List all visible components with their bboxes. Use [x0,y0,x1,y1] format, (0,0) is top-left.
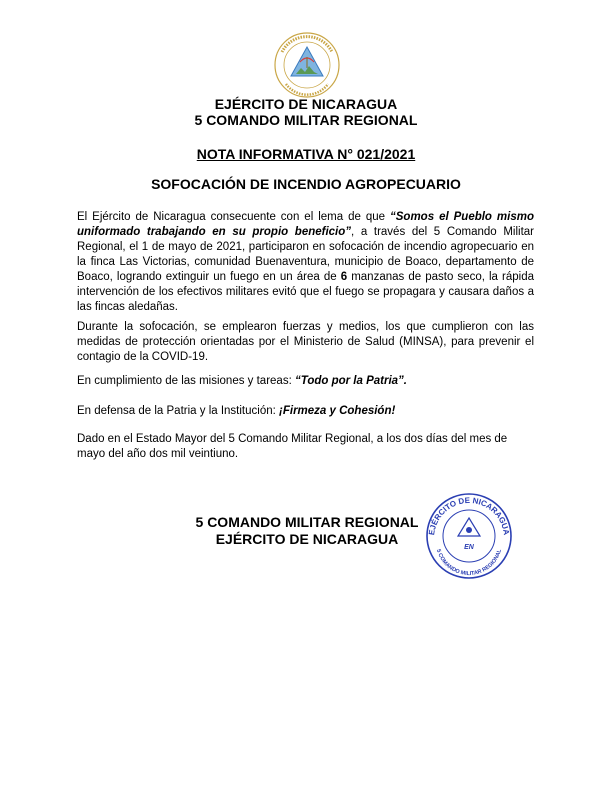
svg-text:EN: EN [464,544,474,551]
header-line-1: EJÉRCITO DE NICARAGUA [214,96,398,112]
svg-text:5 COMANDO MILITAR REGIONAL: 5 COMANDO MILITAR REGIONAL [434,548,504,578]
signature-block [192,514,422,548]
paragraph-4 [77,404,534,419]
svg-text:EJÉRCITO DE NICARAGUA: EJÉRCITO DE NICARAGUA [427,495,511,536]
header [0,96,612,128]
paragraph-5: Dado en el Estado Mayor del 5 Comando Militar Regional, a los dos días del mes de mayo del año dos mil veintiuno. [77,433,508,460]
p3-text: En cumplimiento de las misiones y tareas: [77,375,295,387]
paragraph-2: Durante la sofocación, se emplearon fuerzas y medios, los que cumplieron con las medidas de protección orientadas por el Ministerio de Salud (MINSA), para prevenir el contagio de la COVID-19. [77,321,534,363]
nicaragua-coat-of-arms-emblem [270,30,344,100]
p3-slogan: “Todo por la Patria”. [294,375,407,387]
p4-slogan: ¡Firmeza y Cohesión! [279,405,396,417]
p1-text-a: El Ejército de Nicaragua consecuente con el lema de que [77,211,391,223]
p4-text: En defensa de la Patria y la Institución: [77,405,280,417]
paragraph-1 [77,210,534,315]
p1-text-c: manzanas de pasto seco, la rápida intervención de los efectivos militares evitó que el fuego se propagara y causara daños a las fincas aledañas. [77,271,534,313]
paragraph-3 [77,374,534,389]
signature-line-2: EJÉRCITO DE NICARAGUA [215,531,399,547]
p1-area-number: 6 [340,271,348,283]
document-title: NOTA INFORMATIVA N° 021/2021 [196,146,416,162]
header-line-2: 5 COMANDO MILITAR REGIONAL [194,112,418,128]
signature-line-1: 5 COMANDO MILITAR REGIONAL [195,514,419,530]
document-subtitle: SOFOCACIÓN DE INCENDIO AGROPECUARIO [151,176,461,192]
official-stamp [422,492,516,580]
p1-text-b: , a través del 5 Comando Militar Regional, el 1 de mayo de 2021, participaron en sofocación de incendio agropecuario en la finca Las Victorias, comunidad Buenaventura, municipio de Boaco, departamento de Boaco, logrando extinguir un fuego en un área de [77,226,534,283]
p1-motto: “Somos el Pueblo mismo uniformado trabajando en su propio beneficio” [77,211,534,238]
